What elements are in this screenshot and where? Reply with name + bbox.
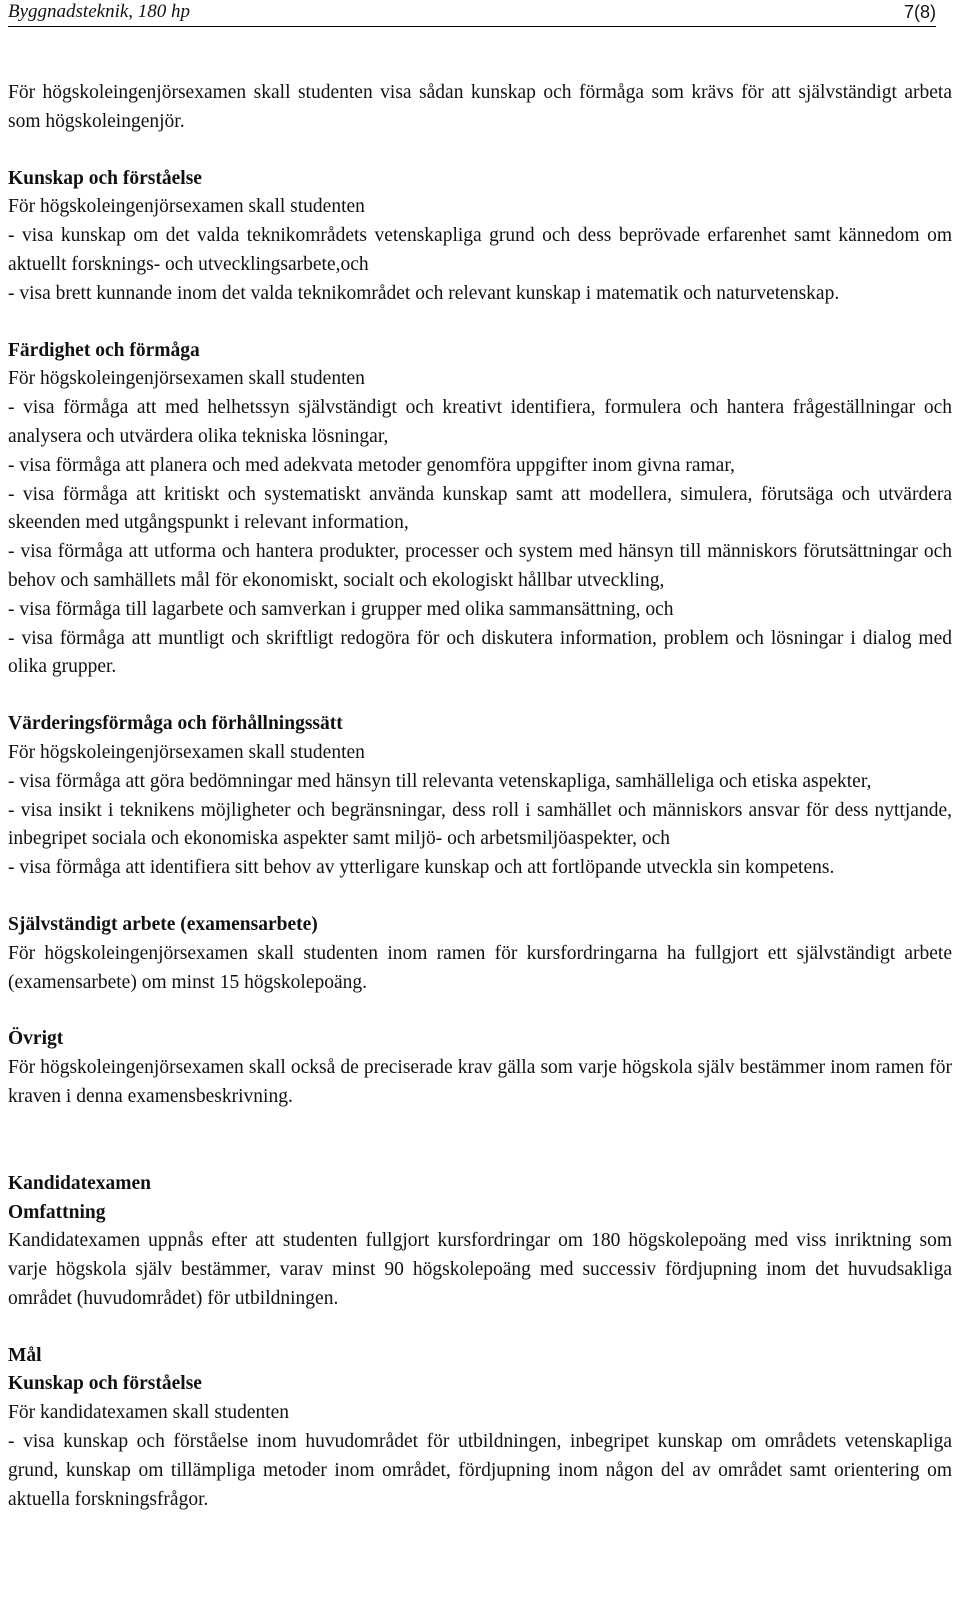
section-heading: Självständigt arbete (examensarbete) xyxy=(8,913,318,935)
subsection-heading: Kunskap och förståelse xyxy=(8,1373,202,1395)
list-item: - visa förmåga att göra bedömningar med hänsyn till relevanta vetenskapliga, samhälleliga och etiska aspekter, xyxy=(8,770,872,792)
list-item: - visa kunskap om det valda teknikområdets vetenskapliga grund och dess beprövade erfarenhet samt kännedom om aktuellt forsknings- och utvecklingsarbete,och xyxy=(8,225,952,275)
section-ovrigt xyxy=(8,1025,952,1111)
document-body xyxy=(8,79,952,1514)
list-item: - visa insikt i teknikens möjligheter och begränsningar, dess roll i samhället och människors ansvar för dess nyttjande, inbegripet sociala och ekonomiska aspekter samt miljö- och arbetsmiljöaspekter, och xyxy=(8,799,952,850)
section-heading: Färdighet och förmåga xyxy=(8,339,200,361)
section-text: För högskoleingenjörsexamen skall också de preciserade krav gälla som varje högskola själv bestämmer inom ramen för kraven i denna examensbeskrivning. xyxy=(8,1057,952,1107)
subsection-heading: Omfattning xyxy=(8,1201,106,1223)
page-header xyxy=(8,0,936,27)
section-heading: Kandidatexamen xyxy=(8,1172,152,1194)
section-heading: Värderingsförmåga och förhållningssätt xyxy=(8,713,343,735)
section-lead: För högskoleingenjörsexamen skall studenten xyxy=(8,196,365,218)
section-vardering xyxy=(8,710,952,883)
page-number: 7(8) xyxy=(903,2,936,22)
section-heading: Kunskap och förståelse xyxy=(8,167,202,189)
list-item: - visa förmåga att med helhetssyn självständigt och kreativt identifiera, formulera och hantera frågeställningar och analysera och utvärdera olika tekniska lösningar, xyxy=(8,397,952,447)
intro-paragraph: För högskoleingenjörsexamen skall studenten visa sådan kunskap och förmåga som krävs för att självständigt arbeta som högskoleingenjör. xyxy=(8,82,952,132)
section-kunskap xyxy=(8,165,952,309)
list-item: - visa förmåga att identifiera sitt behov av ytterligare kunskap och att fortlöpande utveckla sin kompetens. xyxy=(8,857,835,879)
list-item: - visa brett kunnande inom det valda teknikområdet och relevant kunskap i matematik och naturvetenskap. xyxy=(8,282,840,304)
list-item: - visa förmåga att muntligt och skriftligt redogöra för och diskutera information, problem och lösningar i dialog med olika grupper. xyxy=(8,627,952,678)
list-item: - visa förmåga att planera och med adekvata metoder genomföra uppgifter inom givna ramar, xyxy=(8,454,735,476)
section-text: För högskoleingenjörsexamen skall studenten inom ramen för kursfordringarna ha fullgjort ett självständigt arbete (examensarbete) om minst 15 högskolepoäng. xyxy=(8,942,952,993)
list-item: - visa kunskap och förståelse inom huvudområdet för utbildningen, inbegripet kunskap om områdets vetenskapliga grund, kunskap om tillämpliga metoder inom området, fördjupning inom någon del av området samt orientering om aktuella forskningsfrågor. xyxy=(8,1431,952,1510)
section-lead: För högskoleingenjörsexamen skall studenten xyxy=(8,368,365,390)
subsection-heading: Mål xyxy=(8,1344,42,1366)
section-fardighet xyxy=(8,337,952,683)
section-text: Kandidatexamen uppnås efter att studenten fullgjort kursfordringar om 180 högskolepoäng med viss inriktning som varje högskola själv bestämmer, varav minst 90 högskolepoäng med successiv fördjupning inom det huvudsakliga området (huvudområdet) för utbildningen. xyxy=(8,1230,952,1309)
section-kandidatexamen xyxy=(8,1170,952,1515)
document-title: Byggnadsteknik, 180 hp xyxy=(8,1,191,22)
section-heading: Övrigt xyxy=(8,1028,64,1050)
section-lead: För högskoleingenjörsexamen skall studenten xyxy=(8,741,365,763)
section-lead: För kandidatexamen skall studenten xyxy=(8,1402,290,1424)
list-item: - visa förmåga till lagarbete och samverkan i grupper med olika sammansättning, och xyxy=(8,598,674,620)
list-item: - visa förmåga att kritiskt och systematiskt använda kunskap samt att modellera, simulera, förutsäga och utvärdera skeenden med utgångspunkt i relevant information, xyxy=(8,483,952,534)
list-item: - visa förmåga att utforma och hantera produkter, processer och system med hänsyn till människors förutsättningar och behov och samhällets mål för ekonomiskt, socialt och ekologiskt hållbar utveckling, xyxy=(8,541,952,591)
section-sjalvstandigt-arbete xyxy=(8,911,952,997)
